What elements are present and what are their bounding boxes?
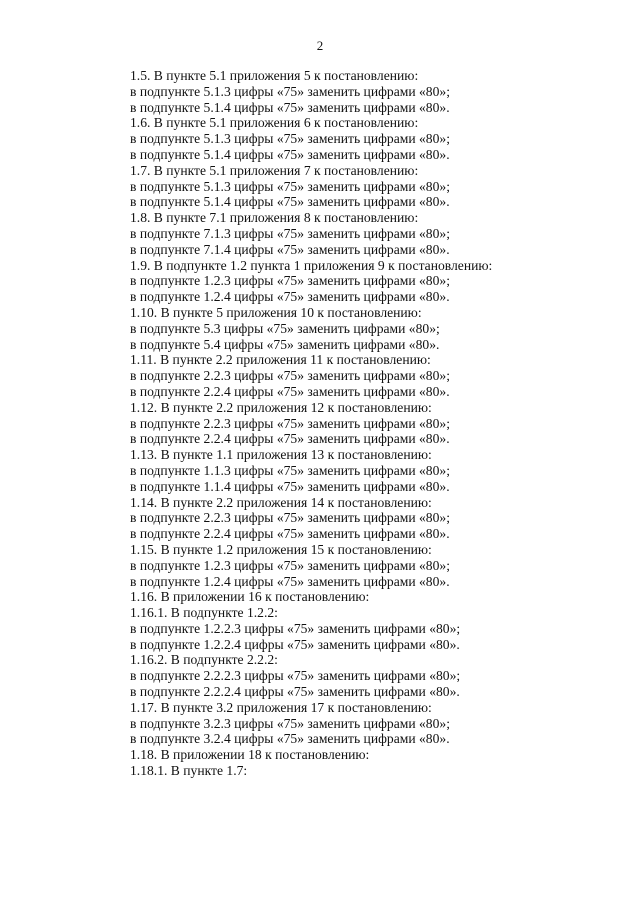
document-line: в подпункте 5.1.4 цифры «75» заменить цифрами «80». bbox=[130, 146, 450, 162]
document-line: в подпункте 3.2.3 цифры «75» заменить цифрами «80»; bbox=[130, 715, 450, 731]
document-line: в подпункте 1.2.2.4 цифры «75» заменить цифрами «80». bbox=[130, 636, 460, 652]
document-line: в подпункте 5.1.4 цифры «75» заменить цифрами «80». bbox=[130, 99, 450, 115]
document-line: 1.12. В пункте 2.2 приложения 12 к постановлению: bbox=[130, 399, 432, 415]
document-line: в подпункте 1.1.4 цифры «75» заменить цифрами «80». bbox=[130, 478, 450, 494]
document-line: 1.7. В пункте 5.1 приложения 7 к постановлению: bbox=[130, 162, 419, 178]
document-line: в подпункте 1.1.3 цифры «75» заменить цифрами «80»; bbox=[130, 462, 450, 478]
document-line: в подпункте 5.3 цифры «75» заменить цифрами «80»; bbox=[130, 320, 440, 336]
document-line: в подпункте 5.1.3 цифры «75» заменить цифрами «80»; bbox=[130, 131, 450, 147]
document-line: 1.17. В пункте 3.2 приложения 17 к постановлению: bbox=[130, 699, 432, 715]
document-line: в подпункте 2.2.4 цифры «75» заменить цифрами «80». bbox=[130, 431, 450, 447]
document-line: 1.14. В пункте 2.2 приложения 14 к постановлению: bbox=[130, 494, 432, 510]
document-line: 1.16.1. В подпункте 1.2.2: bbox=[130, 605, 278, 621]
document-line: в подпункте 2.2.2.4 цифры «75» заменить цифрами «80». bbox=[130, 684, 460, 700]
document-line: 1.15. В пункте 1.2 приложения 15 к постановлению: bbox=[130, 541, 432, 557]
document-line: 1.13. В пункте 1.1 приложения 13 к постановлению: bbox=[130, 447, 432, 463]
document-line: в подпункте 1.2.2.3 цифры «75» заменить цифрами «80»; bbox=[130, 620, 461, 636]
document-line: в подпункте 5.1.3 цифры «75» заменить цифрами «80»; bbox=[130, 83, 450, 99]
document-line: в подпункте 2.2.4 цифры «75» заменить цифрами «80». bbox=[130, 383, 450, 399]
document-line: 1.8. В пункте 7.1 приложения 8 к постановлению: bbox=[130, 210, 419, 226]
document-line: 1.16.2. В подпункте 2.2.2: bbox=[130, 652, 278, 668]
document-line: 1.6. В пункте 5.1 приложения 6 к постановлению: bbox=[130, 115, 419, 131]
document-line: в подпункте 1.2.4 цифры «75» заменить цифрами «80». bbox=[130, 573, 450, 589]
document-line: в подпункте 1.2.4 цифры «75» заменить цифрами «80». bbox=[130, 289, 450, 305]
document-line: 1.11. В пункте 2.2 приложения 11 к постановлению: bbox=[130, 352, 431, 368]
document-line: в подпункте 1.2.3 цифры «75» заменить цифрами «80»; bbox=[130, 273, 450, 289]
document-line: в подпункте 2.2.3 цифры «75» заменить цифрами «80»; bbox=[130, 510, 450, 526]
document-body bbox=[130, 68, 600, 779]
document-line: 1.10. В пункте 5 приложения 10 к постановлению: bbox=[130, 304, 422, 320]
document-line: в подпункте 3.2.4 цифры «75» заменить цифрами «80». bbox=[130, 731, 450, 747]
document-line: 1.9. В подпункте 1.2 пункта 1 приложения 9 к постановлению: bbox=[130, 257, 493, 273]
document-line: в подпункте 7.1.3 цифры «75» заменить цифрами «80»; bbox=[130, 225, 450, 241]
document-line: в подпункте 2.2.2.3 цифры «75» заменить цифрами «80»; bbox=[130, 668, 461, 684]
document-line: в подпункте 5.4 цифры «75» заменить цифрами «80». bbox=[130, 336, 440, 352]
document-line: 1.16. В приложении 16 к постановлению: bbox=[130, 589, 370, 605]
document-line: в подпункте 2.2.3 цифры «75» заменить цифрами «80»; bbox=[130, 415, 450, 431]
document-line: в подпункте 5.1.4 цифры «75» заменить цифрами «80». bbox=[130, 194, 450, 210]
document-line: 1.5. В пункте 5.1 приложения 5 к постановлению: bbox=[130, 68, 419, 83]
document-line: 1.18.1. В пункте 1.7: bbox=[130, 763, 248, 779]
page-number: 2 bbox=[316, 38, 324, 53]
document-line: в подпункте 2.2.3 цифры «75» заменить цифрами «80»; bbox=[130, 368, 450, 384]
document-line: в подпункте 7.1.4 цифры «75» заменить цифрами «80». bbox=[130, 241, 450, 257]
document-line: в подпункте 1.2.3 цифры «75» заменить цифрами «80»; bbox=[130, 557, 450, 573]
document-line: в подпункте 5.1.3 цифры «75» заменить цифрами «80»; bbox=[130, 178, 450, 194]
document-line: 1.18. В приложении 18 к постановлению: bbox=[130, 747, 370, 763]
document-line: в подпункте 2.2.4 цифры «75» заменить цифрами «80». bbox=[130, 526, 450, 542]
